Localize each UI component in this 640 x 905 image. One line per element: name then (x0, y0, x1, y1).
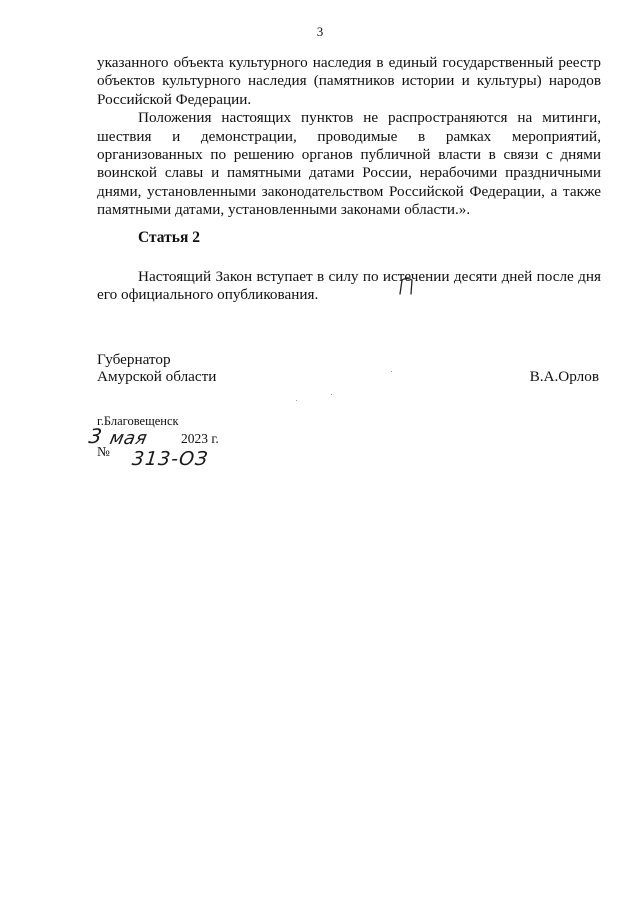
signatory-title-line-1: Губернатор (97, 351, 171, 368)
scan-speck (391, 371, 392, 372)
signatory-title (97, 351, 216, 385)
article-2-text: Настоящий Закон вступает в силу по истечении десяти дней после дня его официального опубликования. (97, 268, 601, 304)
signatory-name: В.А.Орлов (529, 368, 599, 385)
number-sign: № (97, 444, 110, 459)
law-text-block (97, 54, 601, 220)
scan-speck (296, 400, 297, 401)
law-number (97, 444, 297, 470)
provisions-paragraph: Положения настоящих пунктов не распространяются на митинги, шествия и демонстрации, проводимые в рамках мероприятий, организованных по решению органов публичной власти в связи с днями воинской славы и памятными датами России, нерабочими праздничными днями, установленными законодательством Российской Федерации, а также памятными датами, установленными законами области.». (97, 109, 601, 219)
issuance-place: г.Благовещенск (97, 414, 179, 428)
handwritten-day: 3 (87, 424, 104, 448)
article-2-heading: Статья 2 (138, 229, 200, 246)
handwritten-initial-mark (397, 276, 417, 296)
page-number: 3 (316, 24, 324, 39)
scan-speck (331, 394, 332, 395)
issuance-year: 2023 г. (181, 431, 219, 446)
handwritten-law-number: 313-ОЗ (130, 448, 210, 470)
continuation-paragraph: указанного объекта культурного наследия в единый государственный реестр объектов культурного наследия (памятников истории и культуры) народов Российской Федерации. (97, 54, 601, 108)
article-2-block (97, 268, 601, 305)
signatory-title-line-2: Амурской области (97, 368, 217, 385)
handwritten-month: мая (107, 428, 150, 449)
